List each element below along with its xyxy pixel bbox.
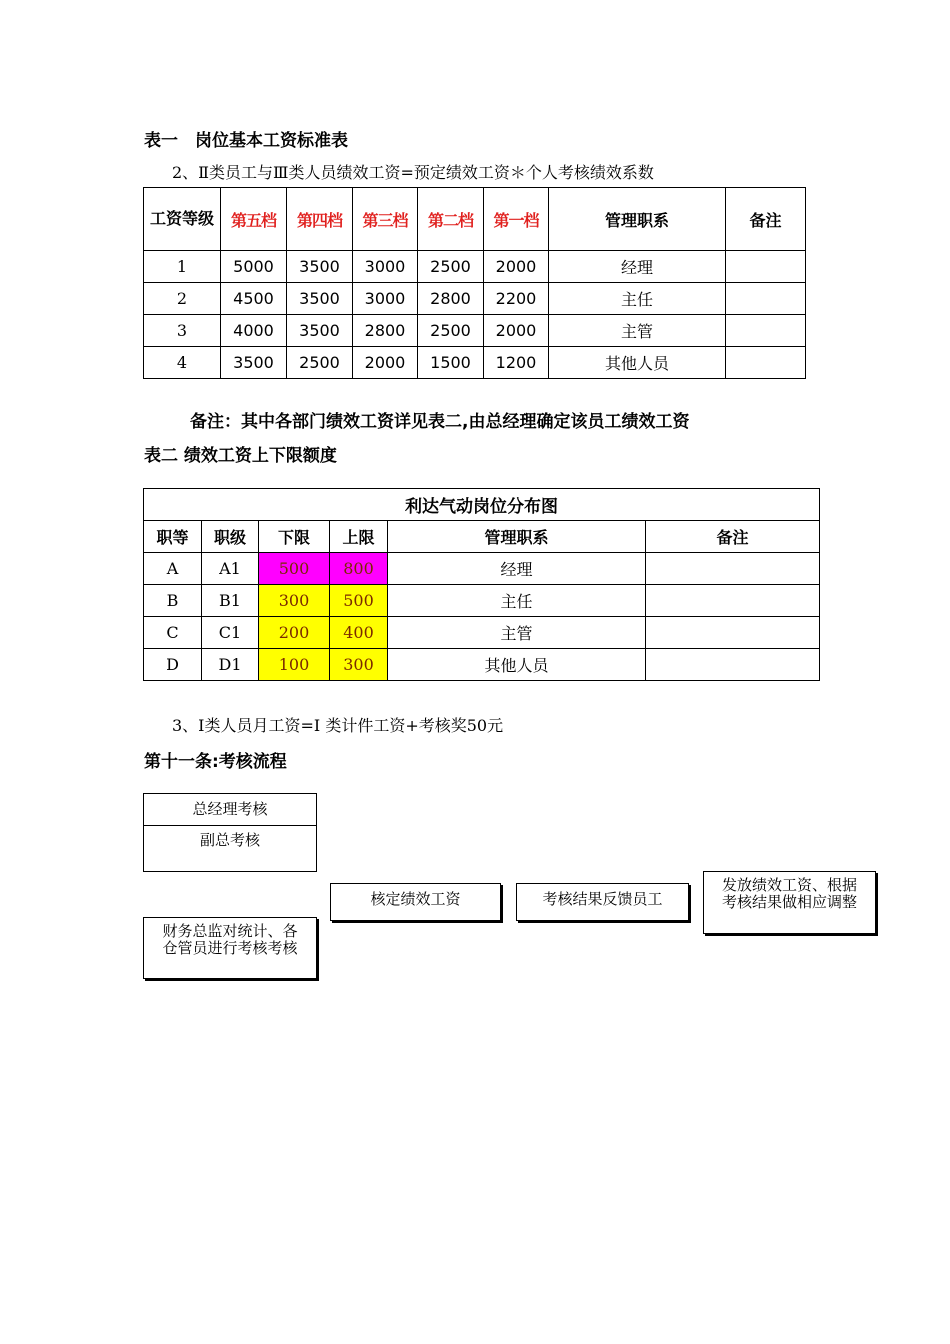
cell: 4000	[221, 315, 287, 347]
cell: 1	[144, 251, 221, 283]
header-management-series: 管理职系	[388, 521, 646, 553]
cell: C1	[202, 617, 259, 649]
cell: 2800	[353, 315, 418, 347]
flow-box-vp-review: 副总考核	[143, 825, 317, 872]
table1-header-row	[144, 188, 806, 251]
cell: B1	[202, 585, 259, 617]
cell	[646, 585, 820, 617]
cell: 300	[259, 585, 330, 617]
table-row	[144, 649, 820, 681]
cell: B	[144, 585, 202, 617]
header-level-1: 第一档	[484, 188, 549, 251]
cell: 3000	[353, 251, 418, 283]
cell: 100	[259, 649, 330, 681]
cell: 1500	[418, 347, 484, 379]
table2-title-row	[144, 489, 820, 521]
cell: 2200	[484, 283, 549, 315]
performance-limit-table	[143, 488, 820, 681]
cell: 3500	[287, 315, 353, 347]
header-level-5: 第五档	[221, 188, 287, 251]
header-level-2: 第二档	[418, 188, 484, 251]
table-row	[144, 585, 820, 617]
header-lower-limit: 下限	[259, 521, 330, 553]
flow-box-pay-adjust: 发放绩效工资、根据考核结果做相应调整	[703, 871, 876, 934]
cell: 5000	[221, 251, 287, 283]
header-remarks: 备注	[646, 521, 820, 553]
cell: A	[144, 553, 202, 585]
cell: 3500	[287, 283, 353, 315]
cell: 2800	[418, 283, 484, 315]
cell: 3	[144, 315, 221, 347]
cell	[646, 649, 820, 681]
cell: 3500	[287, 251, 353, 283]
header-level-3: 第三档	[353, 188, 418, 251]
cell	[726, 283, 806, 315]
note-text: 备注：其中各部门绩效工资详见表二,由总经理确定该员工绩效工资	[190, 412, 690, 432]
table1-intro: 2、Ⅱ类员工与Ⅲ类人员绩效工资=预定绩效工资＊个人考核绩效系数	[172, 163, 654, 182]
cell: 3000	[353, 283, 418, 315]
flow-box-gm-review: 总经理考核	[143, 793, 317, 826]
cell	[646, 553, 820, 585]
table-row	[144, 315, 806, 347]
cell	[646, 617, 820, 649]
table1-caption: 表一 岗位基本工资标准表	[144, 131, 348, 151]
table-row	[144, 251, 806, 283]
flow-box-cfo-review: 财务总监对统计、各仓管员进行考核考核	[143, 917, 317, 979]
table2-title: 利达气动岗位分布图	[144, 489, 820, 521]
header-wage-grade: 工资等级	[144, 188, 221, 251]
flow-box-confirm-wage: 核定绩效工资	[330, 883, 501, 921]
table-row	[144, 347, 806, 379]
header-level-4: 第四档	[287, 188, 353, 251]
header-job-rank: 职等	[144, 521, 202, 553]
cell	[726, 251, 806, 283]
cell: 500	[330, 585, 388, 617]
cell: 2000	[484, 251, 549, 283]
cell: 其他人员	[549, 347, 726, 379]
flow-box-feedback: 考核结果反馈员工	[516, 883, 689, 921]
wage-standard-table	[143, 187, 806, 379]
cell: 2500	[418, 315, 484, 347]
cell: D	[144, 649, 202, 681]
cell: 主管	[549, 315, 726, 347]
item3-text: 3、I类人员月工资=Ⅰ 类计件工资+考核奖50元	[172, 716, 504, 735]
table-row	[144, 553, 820, 585]
header-job-level: 职级	[202, 521, 259, 553]
cell	[726, 315, 806, 347]
cell: 800	[330, 553, 388, 585]
cell: 其他人员	[388, 649, 646, 681]
cell: A1	[202, 553, 259, 585]
header-remarks: 备注	[726, 188, 806, 251]
cell: 1200	[484, 347, 549, 379]
cell: 主管	[388, 617, 646, 649]
cell: 主任	[549, 283, 726, 315]
cell: 4500	[221, 283, 287, 315]
cell: 2500	[418, 251, 484, 283]
cell: C	[144, 617, 202, 649]
cell: 400	[330, 617, 388, 649]
cell: 300	[330, 649, 388, 681]
article11-heading: 第十一条:考核流程	[144, 752, 287, 772]
table-row	[144, 283, 806, 315]
cell: 2000	[484, 315, 549, 347]
cell: 经理	[549, 251, 726, 283]
table2-header-row	[144, 521, 820, 553]
header-upper-limit: 上限	[330, 521, 388, 553]
cell: 4	[144, 347, 221, 379]
table-row	[144, 617, 820, 649]
cell: 3500	[221, 347, 287, 379]
cell: 500	[259, 553, 330, 585]
cell: 2500	[287, 347, 353, 379]
cell: 2000	[353, 347, 418, 379]
cell: 2	[144, 283, 221, 315]
cell: 200	[259, 617, 330, 649]
cell	[726, 347, 806, 379]
table2-caption: 表二 绩效工资上下限额度	[144, 446, 337, 466]
header-management-series: 管理职系	[549, 188, 726, 251]
cell: 主任	[388, 585, 646, 617]
cell: D1	[202, 649, 259, 681]
cell: 经理	[388, 553, 646, 585]
